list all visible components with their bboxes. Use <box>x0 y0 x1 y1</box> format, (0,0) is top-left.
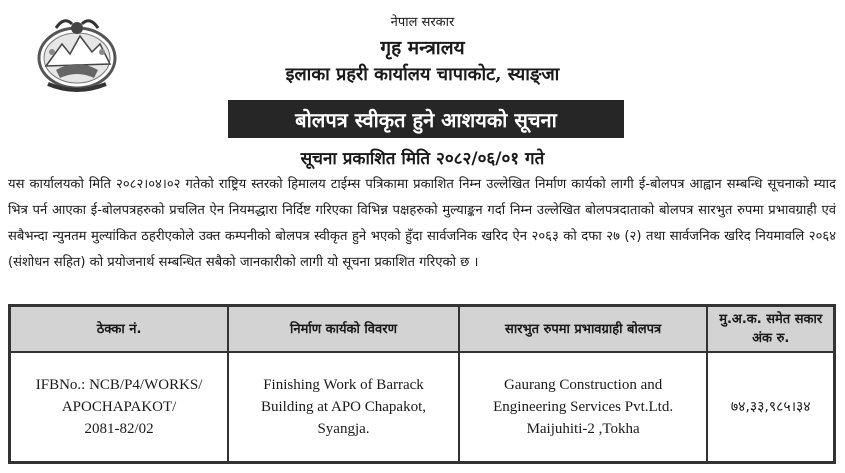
col-header-amount: मु.अ.क. समेत सकार अंक रु. <box>707 306 834 352</box>
publication-date: सूचना प्रकाशित मिति २०८२/०६/०१ गते <box>300 149 545 169</box>
cell-amount: ७४,३३,९८५।३४ <box>707 352 834 462</box>
table-header-row <box>10 306 834 352</box>
government-name: नेपाल सरकार <box>390 15 455 30</box>
cell-contract-no: IFBNo.: NCB/P4/WORKS/ APOCHAPAKOT/ 2081-82/02 <box>10 352 228 462</box>
table-row <box>10 352 834 462</box>
notice-body: यस कार्यालयको मिति २०८२।०४।०२ गतेको राष्ट्रिय स्तरको हिमालय टाईम्स पत्रिकामा प्रकाशित निम्न उल्लेखित निर्माण कार्यको लागी ई-बोलपत्र आह्वान सम्बन्धि सूचनाको म्याद भित्र पर्न आएका ई-बोलपत्रहरुको प्रचलित ऐन नियमद्धारा निर्दिष्ट गरिएका विभिन्न पक्षहरुको मुल्याङ्कन गर्दा निम्न उल्लेखित बोलपत्रदाताको बोलपत्र सारभुत रुपमा प्रभावग्राही एवं सबैभन्दा न्युनतम मुल्यांकित ठहरीएकोले उक्त कम्पनीको बोलपत्र स्वीकृत हुने भएको हुँदा सार्वजनिक खरिद ऐन २०६३ को दफा २७ (२) तथा सार्वजनिक खरिद नियमावलि २०६४ (संशोधन सहित) को प्रयोजनार्थ सम्बन्धित सबैको जानकारीको लागी यो सूचना प्रकाशित गरिएको छ । <box>8 177 836 270</box>
office-name: इलाका प्रहरी कार्यालय चापाकोट, स्याङ्जा <box>285 64 560 85</box>
col-header-bidder: सारभुत रुपमा प्रभावग्राही बोलपत्र <box>459 306 708 352</box>
cell-bidder: Gaurang Construction and Engineering Services Pvt.Ltd. Maijuhiti-2 ,Tokha <box>459 352 708 462</box>
award-table <box>8 304 836 464</box>
col-header-contract-no: ठेक्का नं. <box>10 306 228 352</box>
col-header-description: निर्माण कार्यको विवरण <box>228 306 459 352</box>
cell-description: Finishing Work of Barrack Building at APO Chapakot, Syangja. <box>228 352 459 462</box>
notice-title: बोलपत्र स्वीकृत हुने आशयको सूचना <box>228 100 624 138</box>
ministry-name: गृह मन्त्रालय <box>380 37 465 59</box>
